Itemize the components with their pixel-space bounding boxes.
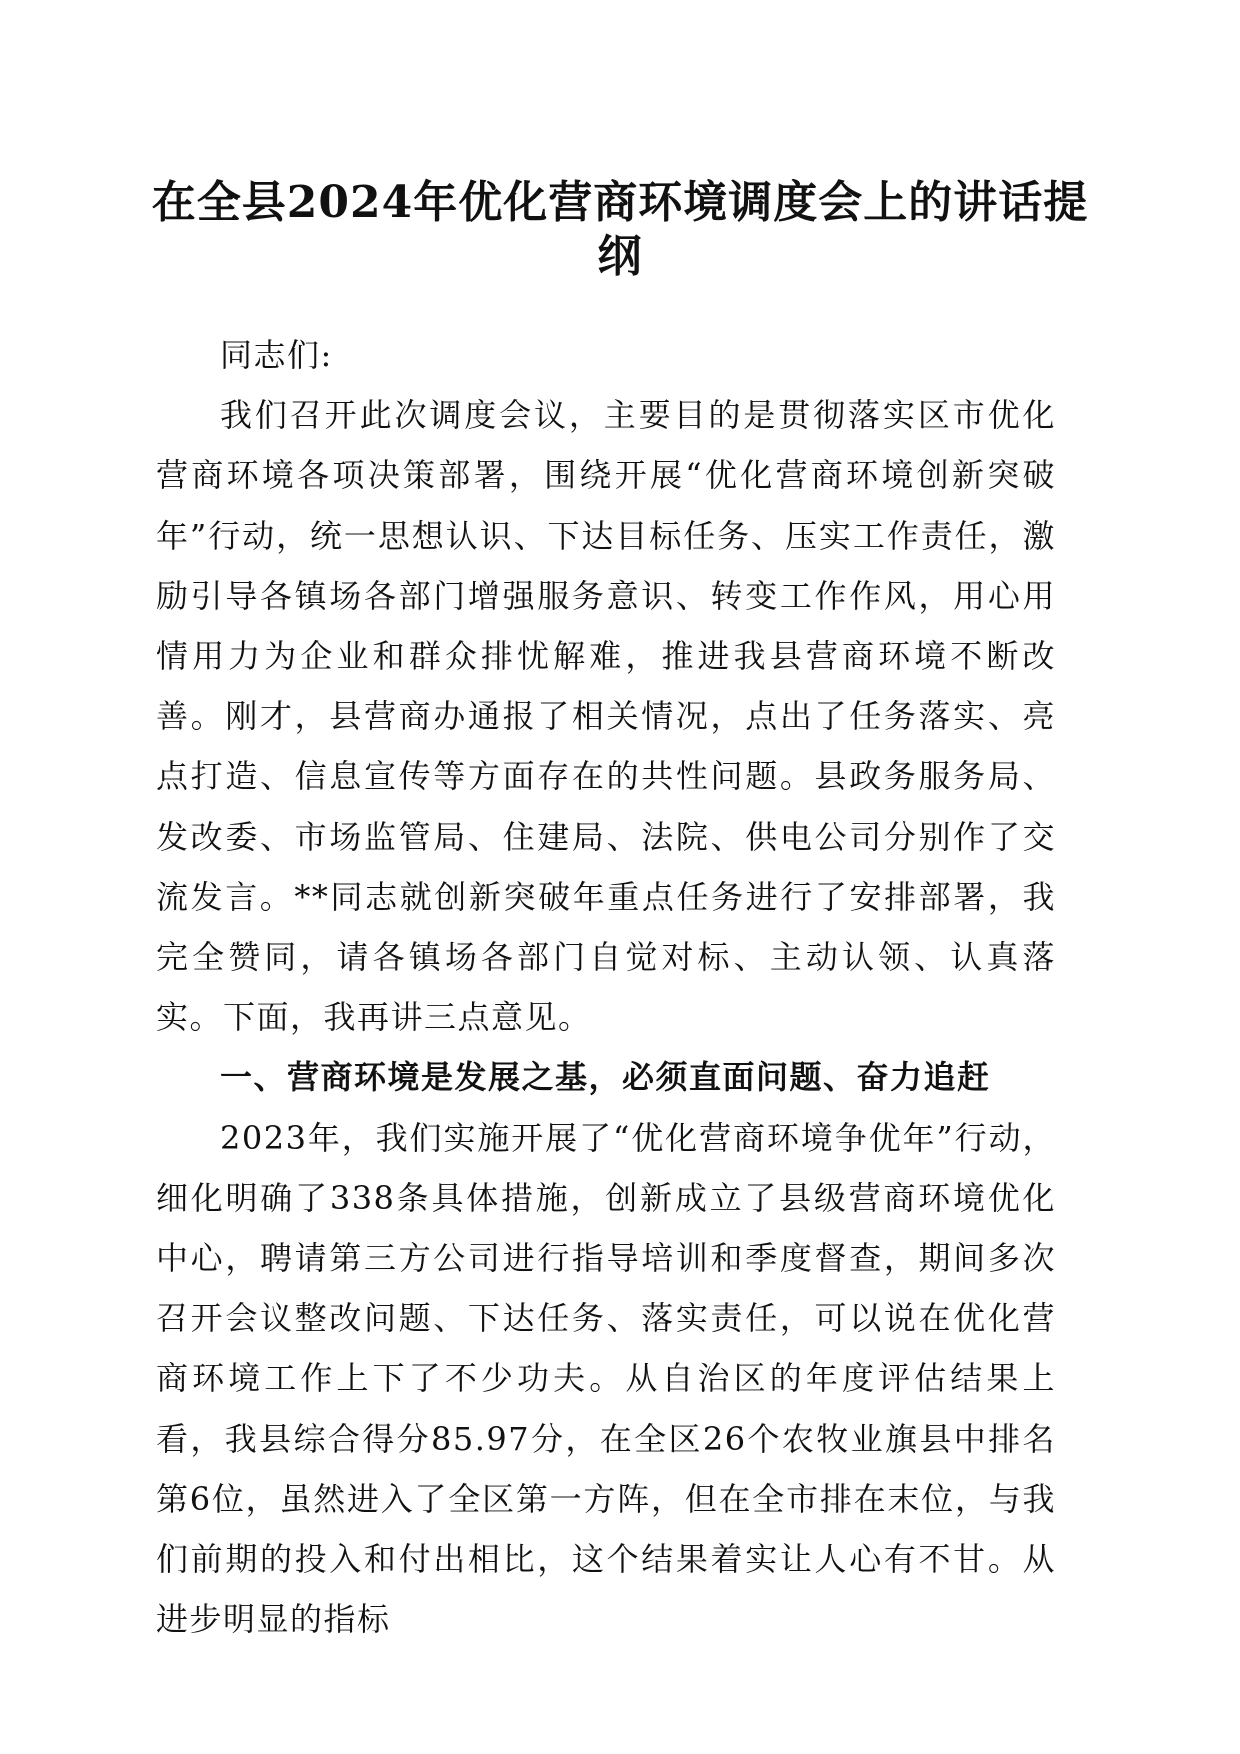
section-1-paragraph: 2023年，我们实施开展了“优化营商环境争优年”行动，细化明确了338条具体措施，创新成立了县级营商环境优化中心，聘请第三方公司进行指导培训和季度督查，期间多次召开会议整改问题、下达任务、落实责任，可以说在优化营商环境工作上下了不少功夫。从自治区的年度评估结果上看，我县综合得分85.97分，在全区26个农牧业旗县中排名第6位，虽然进入了全区第一方阵，但在全市排在末位，与我们前期的投入和付出相比，这个结果着实让人心有不甘。从进步明显的指标 [156, 1118, 1056, 1639]
section-heading-1: 一、营商环境是发展之基，必须直面问题、奋力追赶 [220, 1058, 991, 1097]
document-title: 在全县2024年优化营商环境调度会上的讲话提纲 [151, 177, 1089, 282]
intro-paragraph: 我们召开此次调度会议，主要目的是贯彻落实区市优化营商环境各项决策部署，围绕开展“优化营商环境创新突破年”行动，统一思想认识、下达目标任务、压实工作责任，激励引导各镇场各部门增强服务意识、转变工作作风，用心用情用力为企业和群众排忧解难，推进我县营商环境不断改善。刚才，县营商办通报了相关情况，点出了任务落实、亮点打造、信息宣传等方面存在的共性问题。县政务服务局、发改委、市场监管局、住建局、法院、供电公司分别作了交流发言。**同志就创新突破年重点任务进行了安排部署，我完全赞同，请各镇场各部门自觉对标、主动认领、认真落实。下面，我再讲三点意见。 [156, 396, 1056, 1037]
document-body [156, 325, 1056, 1649]
salutation: 同志们: [220, 336, 333, 374]
